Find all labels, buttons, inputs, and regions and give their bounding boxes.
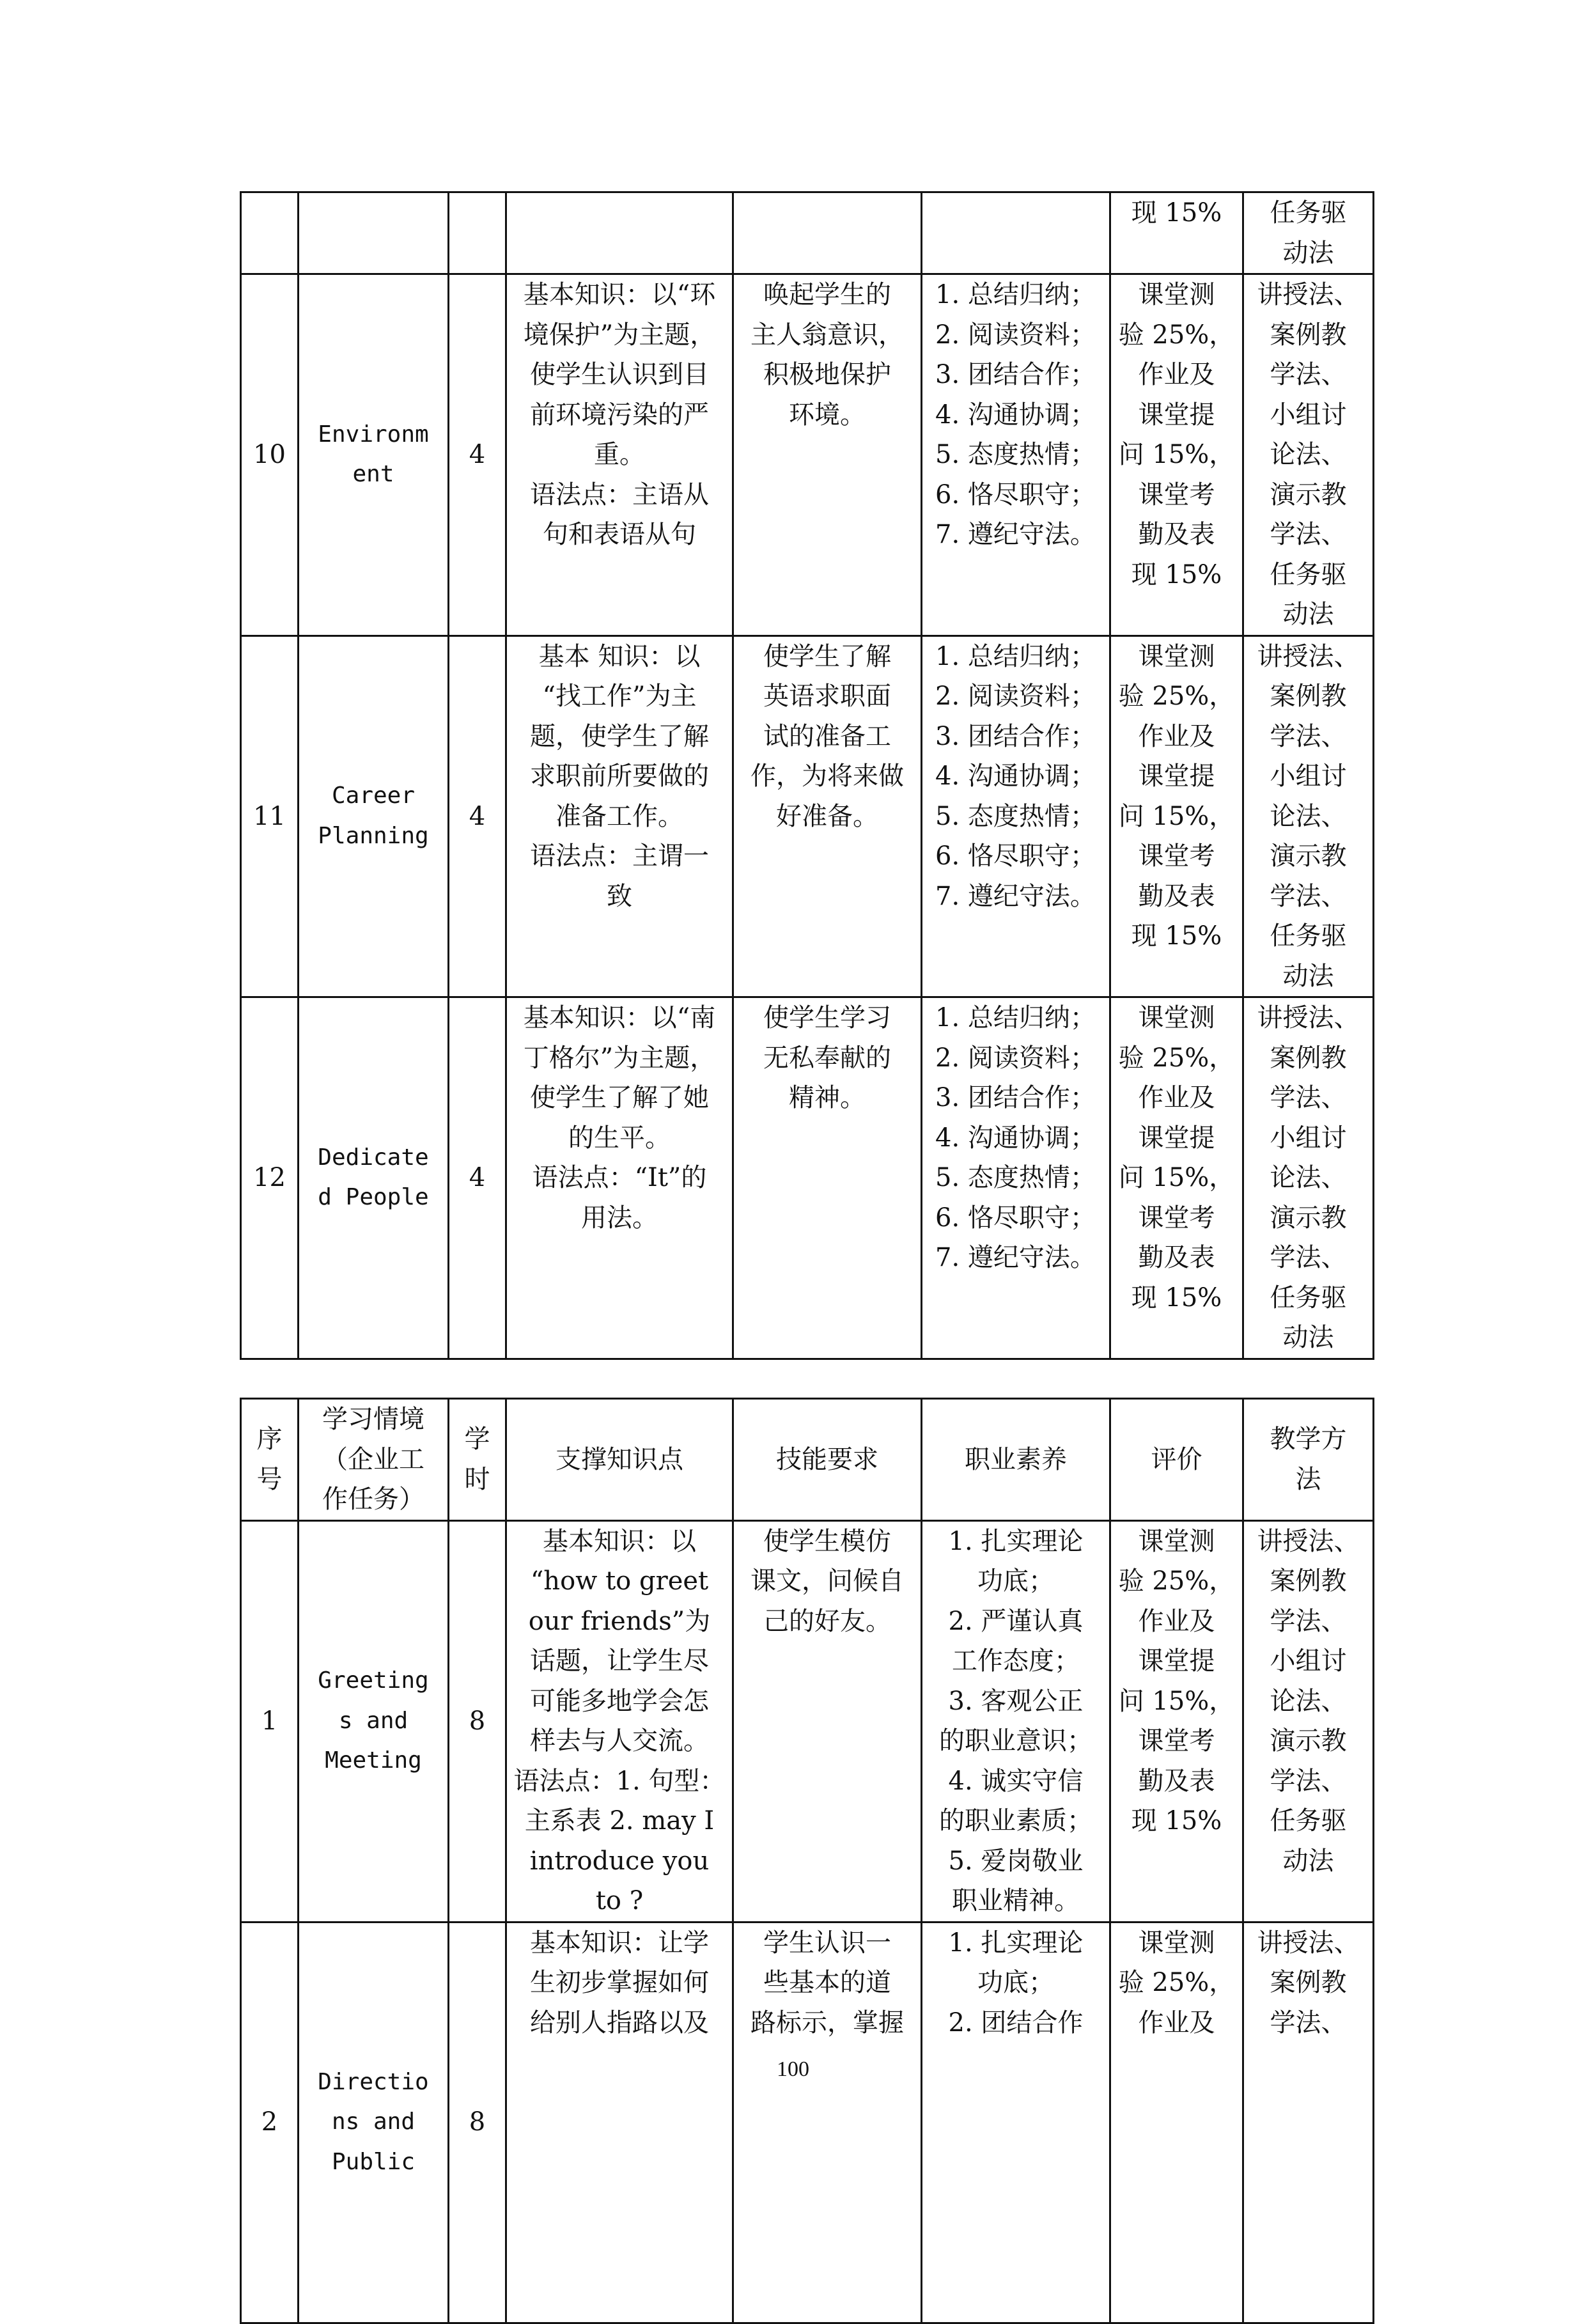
evaluation-text-line: 现 15% [1131, 1806, 1222, 1836]
method-text-line: 动法 [1282, 1846, 1334, 1876]
method-cell [1243, 636, 1374, 997]
evaluation-cell [1110, 192, 1243, 274]
knowledge-text-line: 的生平。 [568, 1123, 671, 1153]
header-skills-cell [733, 1399, 922, 1521]
header-seq-cell [241, 1399, 299, 1521]
knowledge-text-line: 致 [607, 881, 632, 911]
quality-text-line: 2. 团结合作 [948, 2008, 1084, 2038]
quality-text-line: 1. 总结归纳； [935, 280, 1096, 309]
hours-cell [449, 192, 506, 274]
knowledge-text-line: 求职前所要做的 [530, 761, 709, 791]
quality-text-line: 5. 态度热情； [935, 1163, 1096, 1192]
knowledge-text-line: 基本知识：让学 [530, 1928, 709, 1958]
evaluation-text-line: 课堂测 [1138, 1003, 1215, 1033]
name-text-line: Greeting [318, 1667, 429, 1694]
seq-cell: 11 [241, 636, 299, 997]
name-cell [299, 636, 449, 997]
seq-cell: 12 [241, 997, 299, 1359]
quality-text-line: 3. 客观公正 [948, 1686, 1084, 1716]
knowledge-text-line: 丁格尔”为主题， [523, 1043, 716, 1073]
method-cell [1243, 274, 1374, 636]
name-text-line: Environm [318, 421, 429, 448]
table-row [241, 636, 1374, 997]
name-text-line: Dedicate [318, 1144, 429, 1171]
skills-cell [733, 274, 922, 636]
name-text-line: Public [331, 2148, 416, 2175]
evaluation-text-line: 课堂提 [1138, 1123, 1215, 1153]
knowledge-cell [506, 192, 733, 274]
method-text-line: 学法、 [1270, 1083, 1347, 1112]
evaluation-text-line: 课堂测 [1138, 1928, 1215, 1958]
quality-text-line: 7. 遵纪守法。 [935, 881, 1096, 911]
knowledge-cell [506, 997, 733, 1359]
evaluation-text-line: 课堂测 [1138, 641, 1215, 671]
evaluation-text-line: 作业及 [1138, 360, 1215, 389]
quality-text-line: 3. 团结合作； [935, 1083, 1096, 1112]
evaluation-text-line: 验 25%， [1118, 1968, 1235, 1997]
quality-cell [922, 636, 1110, 997]
quality-text-line: 4. 沟通协调； [935, 400, 1096, 430]
curriculum-table [240, 1398, 1374, 2324]
quality-text-line: 1. 扎实理论 [948, 1928, 1084, 1958]
method-text-line: 任务驱 [1270, 1806, 1347, 1836]
knowledge-text-line: 句和表语从句 [543, 520, 696, 549]
evaluation-cell [1110, 1520, 1243, 1922]
evaluation-text-line: 现 15% [1131, 559, 1222, 589]
curriculum-table-continued [240, 191, 1374, 1360]
page-number: 100 [777, 2057, 809, 2081]
seq-cell: 10 [241, 274, 299, 636]
quality-text-line: 职业精神。 [952, 1886, 1080, 1915]
knowledge-text-line: 语法点：1. 句型： [513, 1766, 726, 1796]
table-row [241, 997, 1374, 1359]
skills-cell [733, 192, 922, 274]
quality-text-line: 6. 恪尽职守； [935, 1203, 1096, 1233]
evaluation-text-line: 作业及 [1138, 1083, 1215, 1112]
quality-text-line: 7. 遵纪守法。 [935, 520, 1096, 549]
hours-text-line: 学 [464, 1424, 490, 1454]
method-text-line: 演示教 [1270, 480, 1347, 510]
quality-cell [922, 192, 1110, 274]
knowledge-text-line: 基本知识：以“南 [523, 1003, 716, 1033]
name-cell [299, 274, 449, 636]
knowledge-text-line: 话题，让学生尽 [530, 1646, 709, 1676]
skills-text-line: 主人翁意识， [750, 320, 904, 350]
evaluation-text-line: 问 15%， [1118, 1686, 1235, 1716]
quality-text-line: 1. 总结归纳； [935, 641, 1096, 671]
knowledge-cell [506, 636, 733, 997]
quality-text-line: 7. 遵纪守法。 [935, 1243, 1096, 1272]
method-cell [1243, 997, 1374, 1359]
knowledge-text-line: 使学生了解了她 [530, 1083, 709, 1112]
knowledge-text-line: 使学生认识到目 [530, 360, 709, 389]
skills-text-line: 课文，问候自 [750, 1566, 904, 1596]
quality-text-line: 5. 态度热情； [935, 801, 1096, 831]
quality-text-line: 4. 诚实守信 [948, 1766, 1084, 1796]
skills-text-line: 使学生学习 [763, 1003, 891, 1033]
evaluation-cell [1110, 1922, 1243, 2323]
name-text-line: Career [331, 783, 416, 809]
skills-text-line: 唤起学生的 [763, 280, 891, 309]
evaluation-text-line: 作业及 [1138, 1606, 1215, 1636]
name-text-line: s and [338, 1707, 408, 1734]
method-text-line: 动法 [1282, 961, 1334, 991]
evaluation-text-line: 问 15%， [1118, 1163, 1235, 1192]
name-cell [299, 1922, 449, 2323]
skills-text-line: 无私奉献的 [763, 1043, 891, 1073]
evaluation-text-line: 勤及表 [1138, 1243, 1215, 1272]
method-text-line: 法 [1295, 1464, 1321, 1494]
name-cell [299, 1520, 449, 1922]
skills-text-line: 环境。 [789, 400, 866, 430]
knowledge-text-line: 题，使学生了解 [530, 721, 709, 751]
method-text-line: 小组讨 [1270, 1646, 1347, 1676]
quality-text-line: 3. 团结合作； [935, 360, 1096, 389]
hours-cell: 4 [449, 274, 506, 636]
skills-text-line: 使学生模仿 [763, 1526, 891, 1556]
evaluation-text-line: 现 15% [1131, 198, 1222, 228]
method-text-line: 小组讨 [1270, 400, 1347, 430]
evaluation-text-line: 课堂考 [1138, 1203, 1215, 1233]
method-text-line: 案例教 [1270, 1968, 1347, 1997]
method-text-line: 教学方 [1270, 1424, 1347, 1454]
method-text-line: 学法、 [1270, 2008, 1347, 2038]
knowledge-text-line: 用法。 [581, 1203, 658, 1233]
seq-cell [241, 192, 299, 274]
hours-cell: 4 [449, 636, 506, 997]
evaluation-text-line: 勤及表 [1138, 1766, 1215, 1796]
method-text-line: 讲授法、 [1257, 1928, 1360, 1958]
method-text-line: 讲授法、 [1257, 641, 1360, 671]
knowledge-text-line: 支撑知识点 [556, 1444, 683, 1474]
knowledge-text-line: 给别人指路以及 [530, 2008, 709, 2038]
header-name-cell [299, 1399, 449, 1521]
evaluation-text-line: 勤及表 [1138, 520, 1215, 549]
quality-cell [922, 274, 1110, 636]
knowledge-text-line: 语法点：主语从 [530, 480, 709, 510]
seq-text-line: 号 [256, 1464, 283, 1494]
name-cell [299, 997, 449, 1359]
name-text-line: （企业工 [322, 1444, 424, 1474]
skills-text-line: 些基本的道 [763, 1968, 891, 1997]
knowledge-text-line: 基本知识：以 [543, 1526, 696, 1556]
method-text-line: 案例教 [1270, 682, 1347, 711]
seq-cell: 1 [241, 1520, 299, 1922]
evaluation-text-line: 课堂提 [1138, 1646, 1215, 1676]
header-knowledge-cell [506, 1399, 733, 1521]
header-hours-cell [449, 1399, 506, 1521]
knowledge-text-line: 语法点：“It”的 [532, 1163, 707, 1192]
skills-text-line: 精神。 [789, 1083, 866, 1112]
header-method-cell [1243, 1399, 1374, 1521]
knowledge-text-line: 前环境污染的严 [530, 400, 709, 430]
evaluation-text-line: 评价 [1151, 1444, 1202, 1474]
method-text-line: 动法 [1282, 238, 1334, 268]
quality-text-line: 3. 团结合作； [935, 721, 1096, 751]
method-cell [1243, 1922, 1374, 2323]
skills-text-line: 作，为将来做 [750, 761, 904, 791]
knowledge-text-line: 可能多地学会怎 [530, 1686, 709, 1716]
method-text-line: 任务驱 [1270, 559, 1347, 589]
method-text-line: 讲授法、 [1257, 280, 1360, 309]
skills-text-line: 路标示，掌握 [750, 2008, 904, 2038]
evaluation-text-line: 课堂考 [1138, 1726, 1215, 1756]
method-text-line: 任务驱 [1270, 1283, 1347, 1313]
evaluation-text-line: 课堂提 [1138, 400, 1215, 430]
quality-text-line: 的职业意识； [939, 1726, 1092, 1756]
skills-text-line: 学生认识一 [763, 1928, 891, 1958]
skills-text-line: 技能要求 [776, 1444, 878, 1474]
quality-text-line: 2. 严谨认真 [948, 1606, 1084, 1636]
method-text-line: 学法、 [1270, 721, 1347, 751]
name-cell [299, 192, 449, 274]
skills-text-line: 己的好友。 [763, 1606, 891, 1636]
quality-text-line: 功底； [977, 1566, 1054, 1596]
quality-cell [922, 1922, 1110, 2323]
method-text-line: 演示教 [1270, 1726, 1347, 1756]
method-text-line: 小组讨 [1270, 761, 1347, 791]
method-text-line: 演示教 [1270, 1203, 1347, 1233]
hours-text-line: 时 [464, 1464, 490, 1494]
knowledge-text-line: to ? [595, 1886, 644, 1915]
evaluation-text-line: 验 25%， [1118, 1043, 1235, 1073]
evaluation-text-line: 课堂提 [1138, 761, 1215, 791]
knowledge-text-line: “how to greet [530, 1566, 709, 1596]
method-text-line: 论法、 [1270, 1163, 1347, 1192]
hours-cell: 8 [449, 1520, 506, 1922]
quality-text-line: 5. 态度热情； [935, 440, 1096, 469]
knowledge-text-line: 境保护”为主题， [523, 320, 716, 350]
knowledge-text-line: 主系表 2. may I [524, 1806, 715, 1836]
knowledge-text-line: our friends”为 [528, 1606, 711, 1636]
method-text-line: 学法、 [1270, 360, 1347, 389]
quality-text-line: 4. 沟通协调； [935, 1123, 1096, 1153]
method-text-line: 学法、 [1270, 1606, 1347, 1636]
evaluation-cell [1110, 274, 1243, 636]
evaluation-cell [1110, 636, 1243, 997]
quality-text-line: 的职业素质； [939, 1806, 1092, 1836]
evaluation-text-line: 问 15%， [1118, 801, 1235, 831]
evaluation-text-line: 勤及表 [1138, 881, 1215, 911]
evaluation-cell [1110, 997, 1243, 1359]
seq-text-line: 序 [256, 1424, 283, 1454]
table-row [241, 1520, 1374, 1922]
table-row [241, 1922, 1374, 2323]
quality-cell [922, 997, 1110, 1359]
skills-cell [733, 997, 922, 1359]
evaluation-text-line: 现 15% [1131, 1283, 1222, 1313]
skills-text-line: 使学生了解 [763, 641, 891, 671]
evaluation-text-line: 验 25%， [1118, 320, 1235, 350]
method-text-line: 论法、 [1270, 801, 1347, 831]
skills-text-line: 试的准备工 [763, 721, 891, 751]
name-text-line: Meeting [325, 1747, 422, 1774]
hours-cell: 4 [449, 997, 506, 1359]
knowledge-cell [506, 1922, 733, 2323]
method-text-line: 任务驱 [1270, 198, 1347, 228]
knowledge-text-line: 基本知识：以“环 [523, 280, 716, 309]
skills-cell [733, 636, 922, 997]
quality-text-line: 1. 总结归纳； [935, 1003, 1096, 1033]
header-quality-cell [922, 1399, 1110, 1521]
quality-text-line: 职业素养 [965, 1444, 1067, 1474]
name-text-line: ns and [331, 2109, 416, 2135]
method-text-line: 学法、 [1270, 520, 1347, 549]
name-text-line: Planning [318, 822, 429, 849]
quality-text-line: 功底； [977, 1968, 1054, 1997]
method-text-line: 演示教 [1270, 841, 1347, 871]
evaluation-text-line: 问 15%， [1118, 440, 1235, 469]
knowledge-text-line: 基本 知识：以 [538, 641, 701, 671]
method-text-line: 讲授法、 [1257, 1526, 1360, 1556]
quality-text-line: 工作态度； [952, 1646, 1080, 1676]
method-text-line: 小组讨 [1270, 1123, 1347, 1153]
method-text-line: 案例教 [1270, 1566, 1347, 1596]
evaluation-text-line: 课堂考 [1138, 841, 1215, 871]
table-row [241, 274, 1374, 636]
name-text-line: 作任务） [322, 1485, 424, 1514]
evaluation-text-line: 作业及 [1138, 2008, 1215, 2038]
method-text-line: 学法、 [1270, 1243, 1347, 1272]
evaluation-text-line: 课堂考 [1138, 480, 1215, 510]
quality-cell [922, 1520, 1110, 1922]
name-text-line: 学习情境 [322, 1405, 424, 1434]
knowledge-cell [506, 274, 733, 636]
seq-cell: 2 [241, 1922, 299, 2323]
method-cell [1243, 192, 1374, 274]
name-text-line: ent [352, 461, 394, 488]
knowledge-text-line: “找工作”为主 [542, 682, 697, 711]
quality-text-line: 2. 阅读资料； [935, 320, 1096, 350]
knowledge-text-line: 样去与人交流。 [530, 1726, 709, 1756]
evaluation-text-line: 课堂测 [1138, 280, 1215, 309]
skills-text-line: 英语求职面 [763, 682, 891, 711]
quality-text-line: 5. 爱岗敬业 [948, 1846, 1084, 1876]
knowledge-text-line: 准备工作。 [556, 801, 683, 831]
header-evaluation-cell [1110, 1399, 1243, 1521]
method-text-line: 任务驱 [1270, 921, 1347, 951]
method-text-line: 动法 [1282, 1323, 1334, 1352]
method-text-line: 论法、 [1270, 440, 1347, 469]
evaluation-text-line: 现 15% [1131, 921, 1222, 951]
quality-text-line: 2. 阅读资料； [935, 1043, 1096, 1073]
evaluation-text-line: 验 25%， [1118, 682, 1235, 711]
knowledge-cell [506, 1520, 733, 1922]
name-text-line: Directio [318, 2068, 429, 2095]
quality-text-line: 1. 扎实理论 [948, 1526, 1084, 1556]
hours-cell: 8 [449, 1922, 506, 2323]
method-text-line: 论法、 [1270, 1686, 1347, 1716]
evaluation-text-line: 课堂测 [1138, 1526, 1215, 1556]
method-text-line: 案例教 [1270, 1043, 1347, 1073]
quality-text-line: 6. 恪尽职守； [935, 841, 1096, 871]
method-text-line: 学法、 [1270, 881, 1347, 911]
name-text-line: d People [318, 1184, 429, 1211]
method-text-line: 案例教 [1270, 320, 1347, 350]
evaluation-text-line: 验 25%， [1118, 1566, 1235, 1596]
knowledge-text-line: 重。 [594, 440, 645, 469]
quality-text-line: 6. 恪尽职守； [935, 480, 1096, 510]
knowledge-text-line: 语法点：主谓一 [530, 841, 709, 871]
method-cell [1243, 1520, 1374, 1922]
knowledge-text-line: introduce you [529, 1846, 710, 1876]
evaluation-text-line: 作业及 [1138, 721, 1215, 751]
skills-cell [733, 1520, 922, 1922]
skills-text-line: 好准备。 [776, 801, 878, 831]
method-text-line: 讲授法、 [1257, 1003, 1360, 1033]
skills-text-line: 积极地保护 [763, 360, 891, 389]
method-text-line: 动法 [1282, 600, 1334, 629]
quality-text-line: 4. 沟通协调； [935, 761, 1096, 791]
quality-text-line: 2. 阅读资料； [935, 682, 1096, 711]
skills-cell [733, 1922, 922, 2323]
table-header-row [241, 1399, 1374, 1521]
method-text-line: 学法、 [1270, 1766, 1347, 1796]
knowledge-text-line: 生初步掌握如何 [530, 1968, 709, 1997]
table-row [241, 192, 1374, 274]
